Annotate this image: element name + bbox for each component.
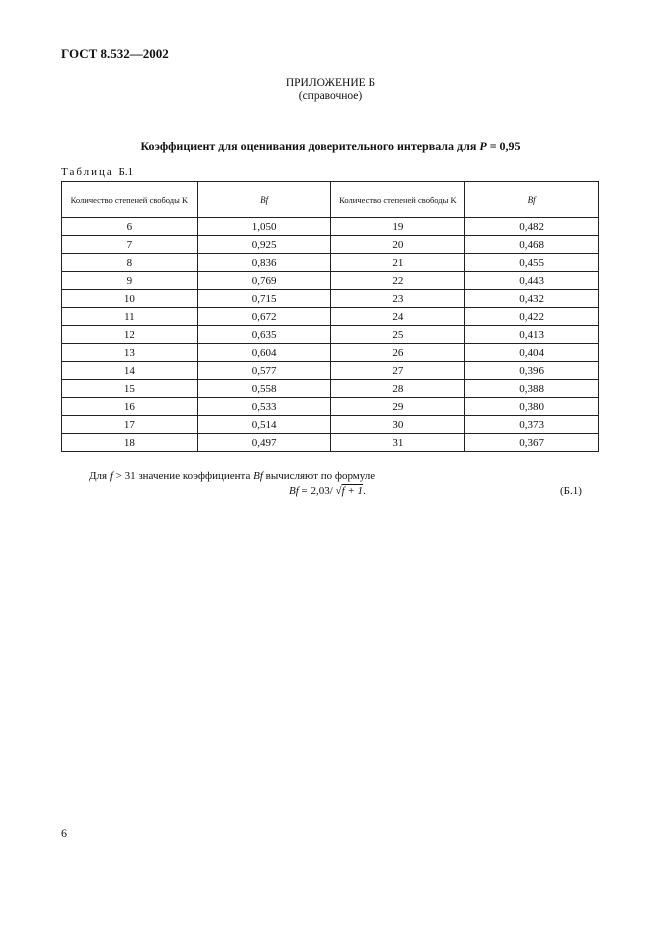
degrees-cell: 26 — [331, 344, 465, 362]
table-row — [62, 434, 599, 452]
appendix-subtitle: (справочное) — [298, 90, 363, 102]
degrees-cell: 8 — [62, 254, 198, 272]
degrees-cell: 12 — [62, 326, 198, 344]
bf-value-cell: 0,388 — [465, 380, 599, 398]
section-title-text: Коэффициент для оценивания доверительного интервала для — [140, 139, 477, 153]
table-row — [62, 272, 599, 290]
table-body — [62, 218, 599, 452]
note-suffix: вычисляют по формуле — [265, 470, 376, 482]
degrees-cell: 31 — [331, 434, 465, 452]
formula-number: (Б.1) — [560, 485, 582, 497]
degrees-cell: 30 — [331, 416, 465, 434]
section-title-variable: P — [479, 139, 487, 153]
column-header-degrees-1: Количество степеней свободы K — [62, 182, 198, 218]
section-title — [0, 139, 661, 154]
table-header-row — [62, 182, 599, 218]
bf-value-cell: 0,422 — [465, 308, 599, 326]
degrees-cell: 28 — [331, 380, 465, 398]
bf-value-cell: 0,604 — [197, 344, 331, 362]
table-row — [62, 254, 599, 272]
note-text — [89, 470, 375, 482]
degrees-cell: 24 — [331, 308, 465, 326]
degrees-cell: 29 — [331, 398, 465, 416]
degrees-cell: 19 — [331, 218, 465, 236]
formula-radicand: f + 1 — [341, 485, 364, 497]
column-header-degrees-2: Количество степеней свободы K — [331, 182, 465, 218]
table-row — [62, 416, 599, 434]
degrees-cell: 10 — [62, 290, 198, 308]
bf-value-cell: 0,514 — [197, 416, 331, 434]
page-number: 6 — [61, 826, 67, 840]
bf-value-cell: 0,380 — [465, 398, 599, 416]
degrees-cell: 22 — [331, 272, 465, 290]
note-coefficient: Bf — [253, 470, 263, 482]
bf-value-cell: 1,050 — [197, 218, 331, 236]
document-code: ГОСТ 8.532—2002 — [61, 46, 169, 61]
bf-value-cell: 0,367 — [465, 434, 599, 452]
bf-value-cell: 0,432 — [465, 290, 599, 308]
bf-value-cell: 0,497 — [197, 434, 331, 452]
section-title-value: = 0,95 — [489, 139, 521, 153]
degrees-cell: 9 — [62, 272, 198, 290]
table-row — [62, 344, 599, 362]
bf-value-cell: 0,373 — [465, 416, 599, 434]
degrees-cell: 18 — [62, 434, 198, 452]
degrees-cell: 23 — [331, 290, 465, 308]
bf-value-cell: 0,715 — [197, 290, 331, 308]
appendix-heading — [0, 77, 661, 103]
column-header-bf-2: Bf — [465, 182, 599, 218]
table-row — [62, 308, 599, 326]
bf-value-cell: 0,533 — [197, 398, 331, 416]
bf-value-cell: 0,672 — [197, 308, 331, 326]
bf-value-cell: 0,836 — [197, 254, 331, 272]
degrees-cell: 14 — [62, 362, 198, 380]
formula-lhs: Bf — [289, 485, 299, 497]
table-row — [62, 362, 599, 380]
formula-rhs-prefix: = 2,03/ √ — [301, 485, 342, 497]
coefficient-table — [61, 181, 599, 452]
degrees-cell: 13 — [62, 344, 198, 362]
degrees-cell: 16 — [62, 398, 198, 416]
degrees-cell: 6 — [62, 218, 198, 236]
note-prefix: Для — [89, 470, 108, 482]
table-label-word: Таблица — [61, 166, 114, 178]
degrees-cell: 27 — [331, 362, 465, 380]
table-row — [62, 326, 599, 344]
degrees-cell: 21 — [331, 254, 465, 272]
bf-value-cell: 0,577 — [197, 362, 331, 380]
table-row — [62, 380, 599, 398]
table-label — [61, 166, 133, 178]
table-row — [62, 398, 599, 416]
note-condition: > 31 значение коэффициента — [115, 470, 251, 482]
degrees-cell: 25 — [331, 326, 465, 344]
bf-value-cell: 0,443 — [465, 272, 599, 290]
bf-value-cell: 0,396 — [465, 362, 599, 380]
bf-value-cell: 0,413 — [465, 326, 599, 344]
degrees-cell: 17 — [62, 416, 198, 434]
degrees-cell: 20 — [331, 236, 465, 254]
table-row — [62, 236, 599, 254]
degrees-cell: 15 — [62, 380, 198, 398]
bf-value-cell: 0,769 — [197, 272, 331, 290]
table-row — [62, 218, 599, 236]
appendix-title: ПРИЛОЖЕНИЕ Б — [285, 77, 376, 89]
degrees-cell: 7 — [62, 236, 198, 254]
bf-value-cell: 0,468 — [465, 236, 599, 254]
bf-value-cell: 0,925 — [197, 236, 331, 254]
table-label-number: Б.1 — [118, 166, 134, 178]
bf-value-cell: 0,455 — [465, 254, 599, 272]
bf-value-cell: 0,404 — [465, 344, 599, 362]
degrees-cell: 11 — [62, 308, 198, 326]
bf-value-cell: 0,558 — [197, 380, 331, 398]
table-row — [62, 290, 599, 308]
formula — [289, 485, 366, 497]
formula-end: . — [363, 485, 366, 497]
bf-value-cell: 0,635 — [197, 326, 331, 344]
note-condition-variable: f — [109, 470, 113, 482]
column-header-bf-1: Bf — [197, 182, 331, 218]
bf-value-cell: 0,482 — [465, 218, 599, 236]
